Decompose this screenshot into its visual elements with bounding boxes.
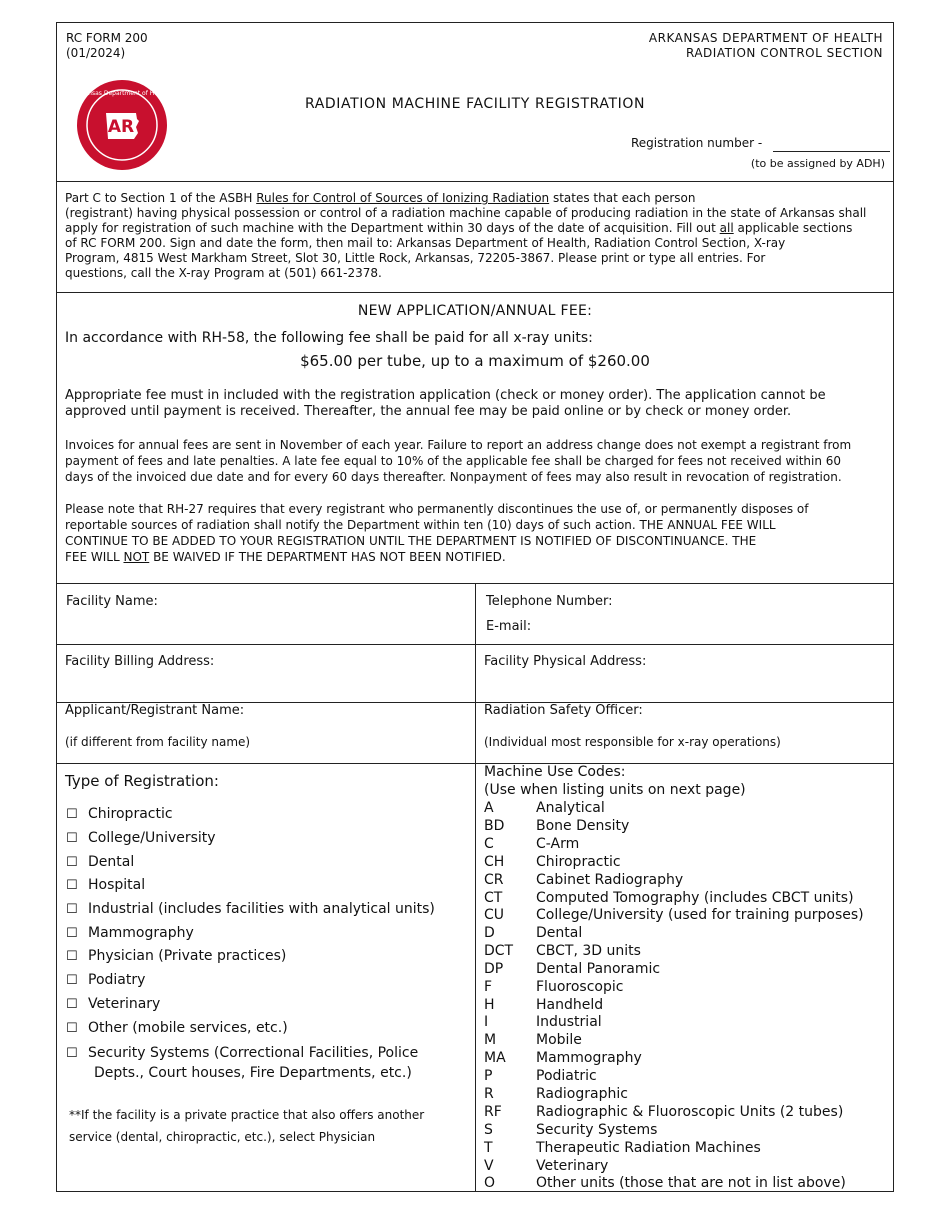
code-row: F Fluoroscopic — [484, 979, 624, 995]
code-row: CT Computed Tomography (includes CBCT units) — [484, 890, 854, 906]
option-industrial[interactable]: ☐ Industrial (includes facilities with analytical units) — [66, 901, 435, 917]
code-row: A Analytical — [484, 800, 605, 816]
adh-logo — [76, 79, 168, 171]
option-chiropractic[interactable]: ☐ Chiropractic — [66, 806, 173, 822]
checkbox-icon: ☐ — [66, 926, 78, 941]
option-security-systems-cont: Depts., Court houses, Fire Departments, etc.) — [94, 1065, 412, 1081]
code-row: H Handheld — [484, 997, 604, 1013]
code-row: O Other units (those that are not in list above) — [484, 1175, 846, 1191]
code-row: I Industrial — [484, 1014, 602, 1030]
applicant-label: Applicant/Registrant Name: — [65, 703, 245, 718]
rso-label: Radiation Safety Officer: — [484, 703, 643, 718]
registration-number-field[interactable] — [773, 136, 890, 152]
code-row: CR Cabinet Radiography — [484, 872, 684, 888]
code-row: V Veterinary — [484, 1158, 609, 1174]
form-title: RADIATION MACHINE FACILITY REGISTRATION — [304, 96, 646, 112]
code-row: RF Radiographic & Fluoroscopic Units (2 tubes) — [484, 1104, 844, 1120]
fee-paragraph-3: Please note that RH-27 requires that every registrant who permanently discontinues the use of, or permanently disposes of reportable sources of radiation shall notify the Department within ten (10) days of such action. THE ANNUAL FEE WILL CONTINUE TO BE ADDED TO YOUR REGISTRATION UNTIL THE DEPARTMENT IS NOTIFIED OF DISCONTINUANCE. THE FEE WILL NOT BE WAIVED IF THE DEPARTMENT HAS NOT BEEN NOTIFIED. — [65, 502, 809, 564]
code-row: M Mobile — [484, 1032, 582, 1048]
code-row: C C-Arm — [484, 836, 580, 852]
department-name: ARKANSAS DEPARTMENT OF HEALTH — [648, 31, 883, 45]
rso-note: (Individual most responsible for x-ray operations) — [484, 735, 781, 749]
column-divider — [475, 583, 476, 1192]
fee-paragraph-1: Appropriate fee must in included with the registration application (check or money order). The application cannot be approved until payment is received. Thereafter, the annual fee may be paid online or by check or money order. — [65, 388, 826, 419]
billing-address-label: Facility Billing Address: — [65, 654, 215, 669]
applicant-note: (if different from facility name) — [65, 735, 251, 749]
registration-footnote: **If the facility is a private practice that also offers another service (dental, chiropractic, etc.), select Physician — [69, 1108, 425, 1144]
fee-heading: NEW APPLICATION/ANNUAL FEE: — [357, 303, 593, 319]
rules-link: Rules for Control of Sources of Ionizing Radiation — [256, 191, 550, 205]
checkbox-icon: ☐ — [66, 973, 78, 988]
checkbox-icon: ☐ — [66, 902, 78, 917]
facility-name-field[interactable] — [57, 584, 474, 643]
form-id: RC FORM 200 — [66, 31, 148, 45]
option-mammography[interactable]: ☐ Mammography — [66, 925, 194, 941]
fee-amount: $65.00 per tube, up to a maximum of $260.00 — [300, 352, 650, 370]
checkbox-icon: ☐ — [66, 1046, 78, 1061]
divider — [56, 181, 894, 182]
option-podiatry[interactable]: ☐ Podiatry — [66, 972, 146, 988]
intro-paragraph: Part C to Section 1 of the ASBH Rules for Control of Sources of Ionizing Radiation states that each person (registrant) having physical possession or control of a radiation machine capable of producing radiation in the state of Arkansas shall apply for registration of such machine with the Department within 30 days of the date of acquisition. Fill out all applicable sections of RC FORM 200. Sign and date the form, then mail to: Arkansas Department of Health, Radiation Control Section, X-ray Program, 4815 West Markham Street, Slot 30, Little Rock, Arkansas, 72205-3867. Please print or type all entries. For questions, call the X-ray Program at (501) 661-2378. — [65, 191, 867, 280]
machine-codes-heading: Machine Use Codes: — [484, 764, 626, 780]
code-row: MA Mammography — [484, 1050, 642, 1066]
code-row: S Security Systems — [484, 1122, 658, 1138]
registration-note: (to be assigned by ADH) — [750, 157, 885, 170]
facility-name-label: Facility Name: — [66, 594, 158, 609]
checkbox-icon: ☐ — [66, 997, 78, 1012]
registration-number-label: Registration number - — [631, 136, 763, 150]
telephone-label: Telephone Number: — [486, 594, 613, 609]
fee-paragraph-2: Invoices for annual fees are sent in November of each year. Failure to report an address change does not exempt a registrant from payment of fees and late penalties. A late fee equal to 10% of the applicable fee shall be charged for fees not received within 60 days of the invoiced due date and for every 60 days thereafter. Nonpayment of fees may also result in revocation of registration. — [65, 438, 852, 484]
code-row: CH Chiropractic — [484, 854, 621, 870]
svg-text:Arkansas Department of Health: Arkansas Department of Health — [76, 90, 168, 97]
code-row: BD Bone Density — [484, 818, 630, 834]
option-dental[interactable]: ☐ Dental — [66, 854, 135, 870]
option-other[interactable]: ☐ Other (mobile services, etc.) — [66, 1020, 288, 1036]
option-hospital[interactable]: ☐ Hospital — [66, 877, 146, 893]
checkbox-icon: ☐ — [66, 807, 78, 822]
checkbox-icon: ☐ — [66, 1021, 78, 1036]
section-name: RADIATION CONTROL SECTION — [685, 46, 883, 60]
option-security-systems[interactable]: ☐ Security Systems (Correctional Facilities, Police — [66, 1045, 419, 1061]
registration-type-heading: Type of Registration: — [65, 772, 219, 790]
option-physician[interactable]: ☐ Physician (Private practices) — [66, 948, 287, 964]
divider — [56, 292, 894, 293]
checkbox-icon: ☐ — [66, 855, 78, 870]
code-row: DP Dental Panoramic — [484, 961, 661, 977]
code-row: P Podiatric — [484, 1068, 597, 1084]
option-college-university[interactable]: ☐ College/University — [66, 830, 216, 846]
checkbox-icon: ☐ — [66, 831, 78, 846]
code-row: CU College/University (used for training purposes) — [484, 907, 864, 923]
physical-address-label: Facility Physical Address: — [484, 654, 647, 669]
email-label: E-mail: — [486, 619, 532, 634]
svg-text:AR: AR — [107, 117, 135, 137]
code-row: D Dental — [484, 925, 583, 941]
code-row: R Radiographic — [484, 1086, 628, 1102]
option-veterinary[interactable]: ☐ Veterinary — [66, 996, 161, 1012]
code-row: T Therapeutic Radiation Machines — [484, 1140, 761, 1156]
fee-accordance: In accordance with RH-58, the following fee shall be paid for all x-ray units: — [65, 330, 593, 346]
machine-codes-subheading: (Use when listing units on next page) — [484, 782, 746, 798]
checkbox-icon: ☐ — [66, 949, 78, 964]
code-row: DCT CBCT, 3D units — [484, 943, 641, 959]
checkbox-icon: ☐ — [66, 878, 78, 893]
form-date: (01/2024) — [66, 46, 126, 60]
